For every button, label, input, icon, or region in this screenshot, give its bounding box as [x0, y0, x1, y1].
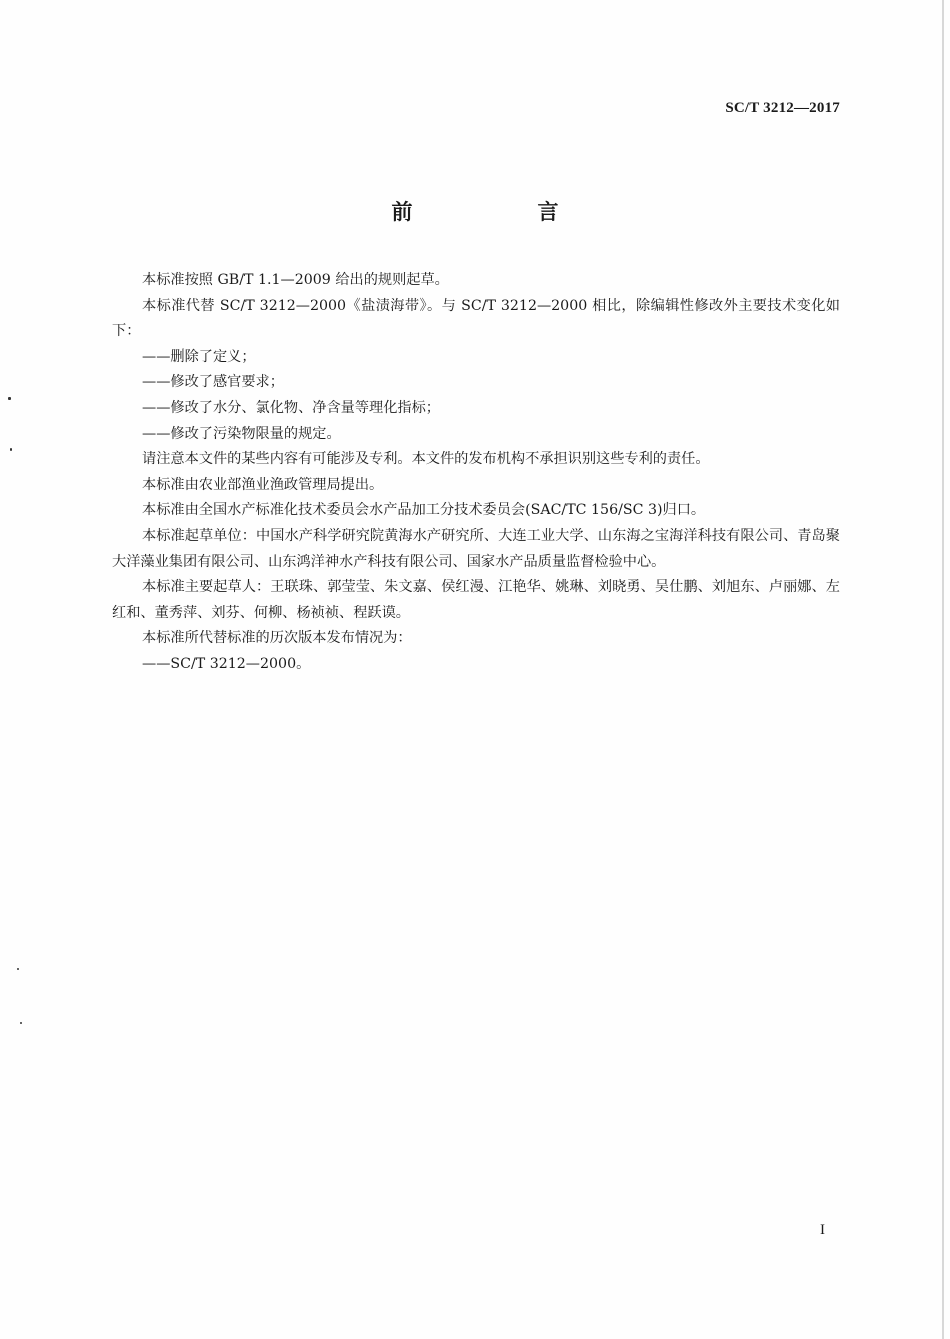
scan-speck	[8, 397, 11, 400]
change-item: ——删除了定义；	[142, 348, 256, 365]
paragraph-history: 本标准所代替标准的历次版本发布情况为：	[142, 630, 412, 647]
paragraph-drafting-units: 本标准起草单位：中国水产科学研究院黄海水产研究所、大连工业大学、山东海之宝海洋科技有限公司、青岛聚大洋藻业集团有限公司、山东鸿洋神水产科技有限公司、国家水产品质量监督检验中心。	[112, 527, 840, 570]
page-title: 前 言	[391, 200, 611, 224]
history-item: ——SC/T 3212—2000。	[142, 655, 311, 672]
scan-speck	[17, 968, 19, 970]
scan-speck	[20, 1022, 22, 1024]
page-number: I	[820, 1222, 825, 1238]
paragraph-patent-notice: 请注意本文件的某些内容有可能涉及专利。本文件的发布机构不承担识别这些专利的责任。	[142, 451, 710, 468]
change-item: ——修改了水分、氯化物、净含量等理化指标；	[142, 399, 440, 416]
paragraph-proposer: 本标准由农业部渔业渔政管理局提出。	[142, 476, 384, 493]
paragraph-committee: 本标准由全国水产标准化技术委员会水产品加工分技术委员会(SAC/TC 156/SC 3)归口。	[142, 502, 706, 519]
standard-code: SC/T 3212—2017	[725, 100, 840, 116]
scan-speck	[10, 448, 12, 451]
paragraph-drafting-rules: 本标准按照 GB/T 1.1—2009 给出的规则起草。	[142, 272, 449, 288]
foreword-body	[112, 268, 840, 678]
paragraph-replacement: 本标准代替 SC/T 3212—2000《盐渍海带》。与 SC/T 3212—2000 相比，除编辑性修改外主要技术变化如下：	[112, 297, 840, 340]
change-item: ——修改了感官要求；	[142, 374, 284, 391]
change-item: ——修改了污染物限量的规定。	[142, 425, 341, 442]
paragraph-drafters: 本标准主要起草人：王联珠、郭莹莹、朱文嘉、侯红漫、江艳华、姚琳、刘晓勇、吴仕鹏、刘旭东、卢丽娜、左红和、董秀萍、刘芬、何柳、杨祯祯、程跃谟。	[112, 579, 840, 621]
